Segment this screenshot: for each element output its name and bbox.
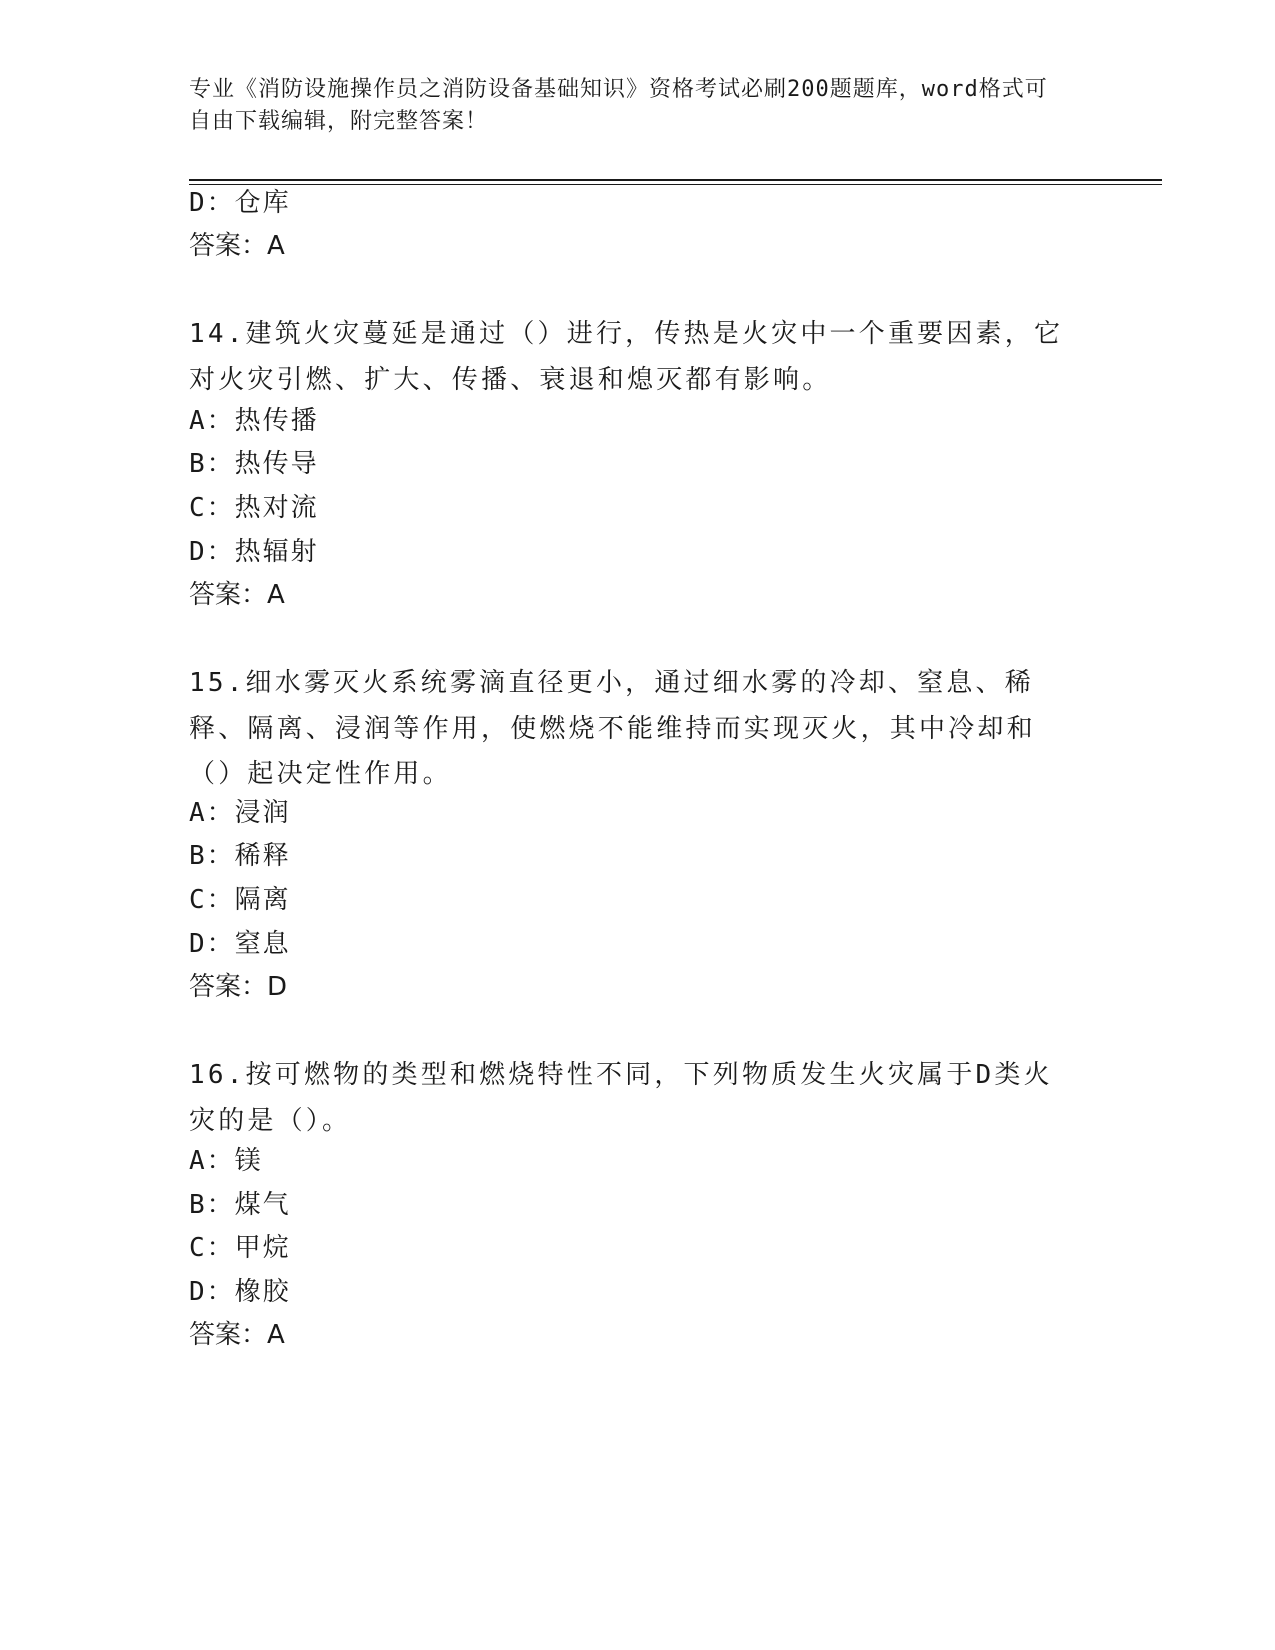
question-text: 14.建筑火灾蔓延是通过（）进行，传热是火灾中一个重要因素，它对火灾引燃、扩大、传播、衰退和熄灭都有影响。	[189, 319, 1064, 395]
option-c: C：甲烷	[189, 1233, 291, 1263]
header-rule-thin	[189, 184, 1162, 185]
answer: 答案：D	[189, 972, 288, 1002]
option-c: C：热对流	[189, 493, 319, 523]
prev-option-d: D：仓库	[189, 188, 291, 218]
prev-answer: 答案：A	[189, 231, 285, 261]
answer: 答案：A	[189, 1320, 285, 1350]
question-text: 15.细水雾灭火系统雾滴直径更小，通过细水雾的冷却、窒息、稀释、隔离、浸润等作用，使燃烧不能维持而实现灭火，其中冷却和（）起决定性作用。	[189, 668, 1036, 789]
option-a: A：浸润	[189, 798, 291, 828]
option-b: B：煤气	[189, 1190, 291, 1220]
option-b: B：稀释	[189, 841, 291, 871]
answer: 答案：A	[189, 580, 285, 610]
option-d: D：窒息	[189, 929, 291, 959]
header-rule-thick	[189, 179, 1162, 181]
option-a: A：热传播	[189, 406, 319, 436]
document-header: 专业《消防设施操作员之消防设备基础知识》资格考试必刷200题题库，word格式可自由下载编辑，附完整答案！	[189, 77, 1048, 134]
question-text: 16.按可燃物的类型和燃烧特性不同，下列物质发生火灾属于D类火灾的是（）。	[189, 1060, 1053, 1136]
option-c: C：隔离	[189, 885, 291, 915]
option-d: D：热辐射	[189, 537, 319, 567]
option-b: B：热传导	[189, 449, 319, 479]
option-d: D：橡胶	[189, 1277, 291, 1307]
option-a: A：镁	[189, 1146, 263, 1176]
